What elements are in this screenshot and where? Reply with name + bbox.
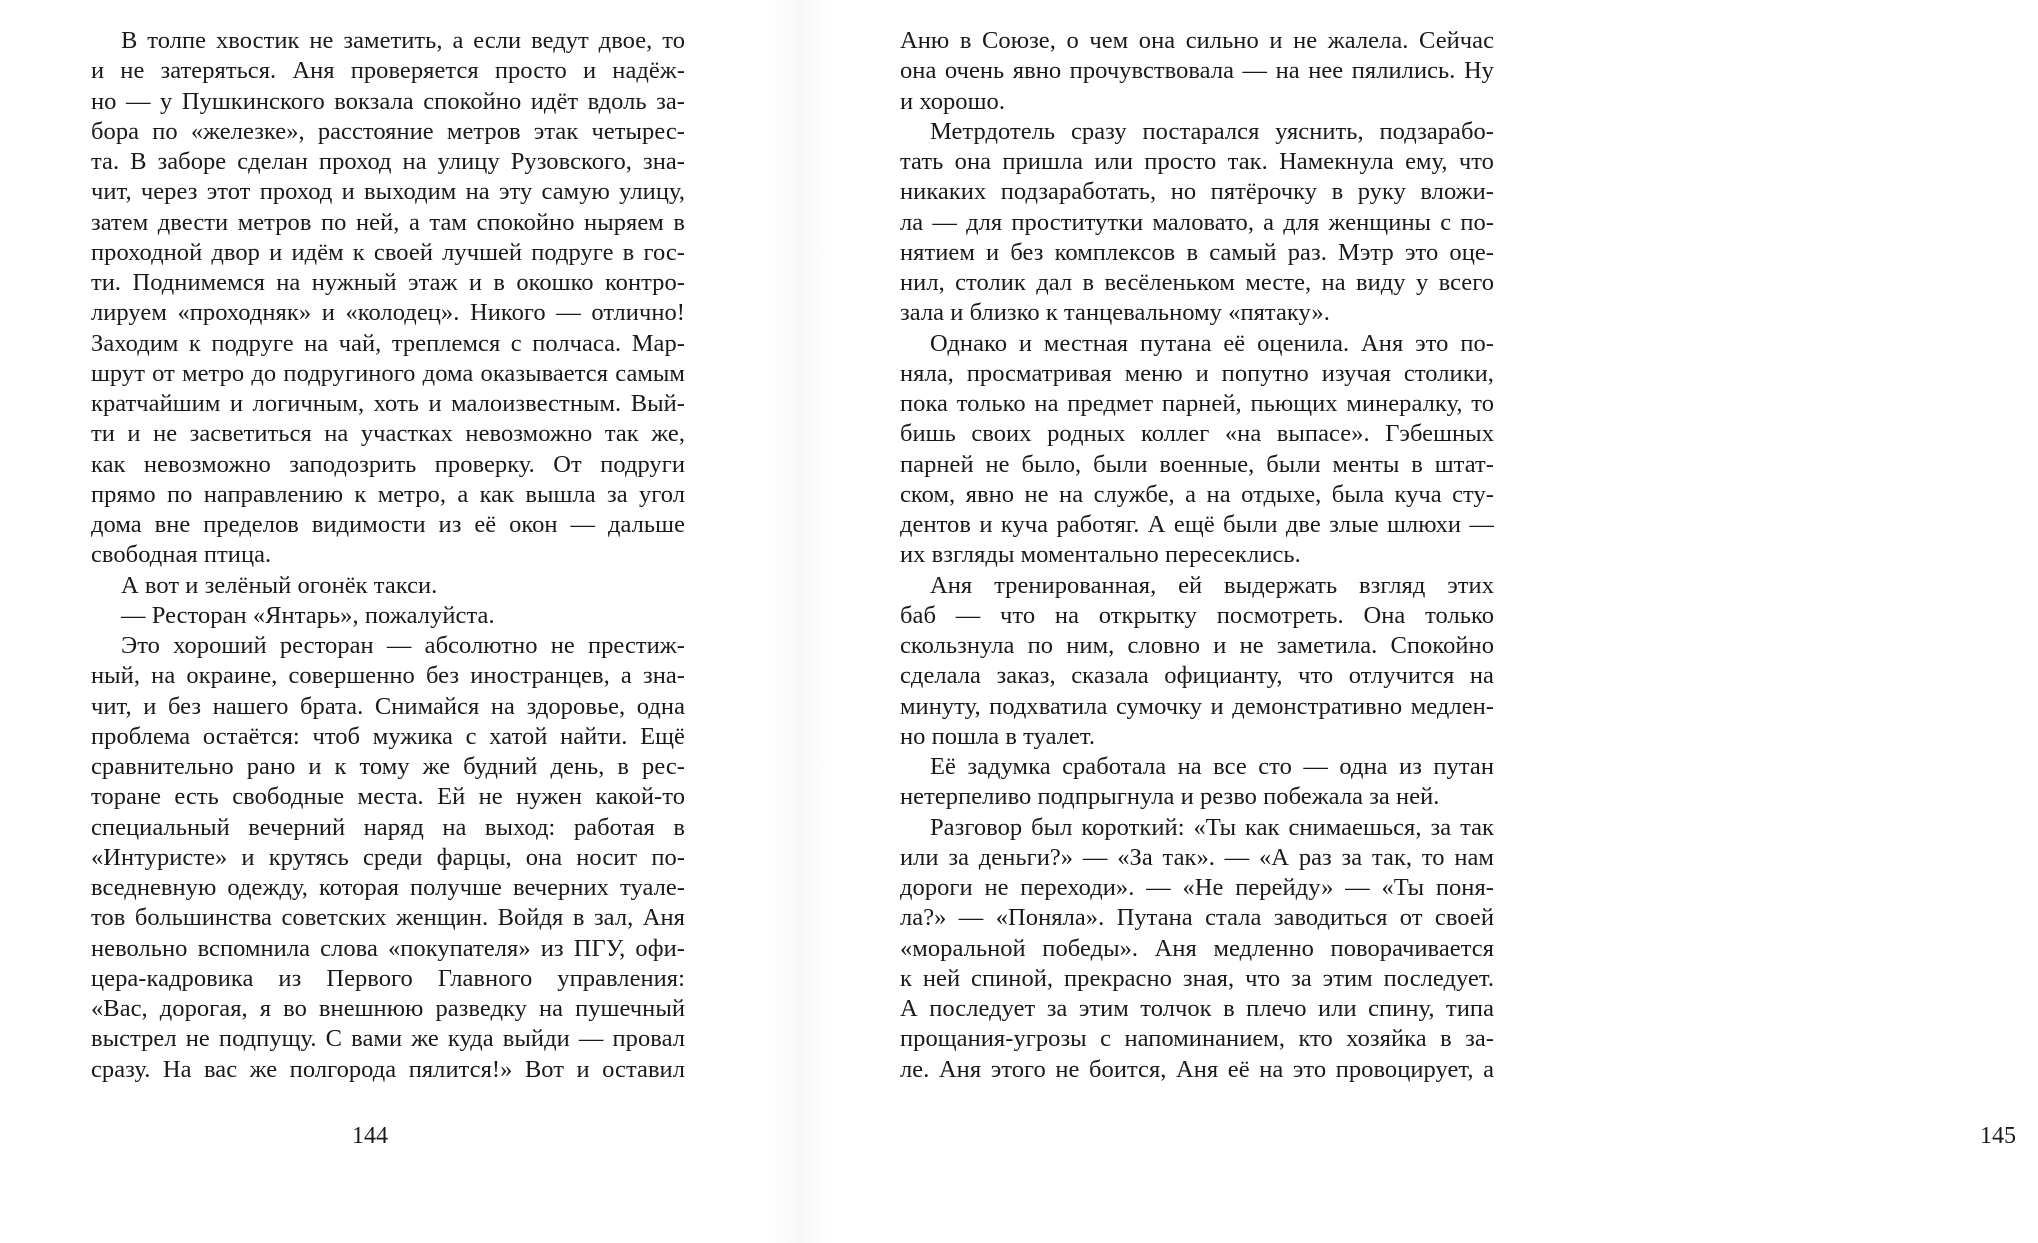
text-line: сразу. На вас же полгорода пялится!» Вот и оставил	[91, 1055, 685, 1083]
text-line: А вот и зелёный огонёк такси.	[121, 571, 438, 599]
text-line: баб — что на открытку посмотреть. Она только	[900, 601, 1494, 629]
text-line: бишь своих родных коллег «на выпасе». Гэбешных	[900, 420, 1494, 448]
text-line: кратчайшим и логичным, хоть и малоизвестным. Вый-	[91, 390, 685, 417]
text-line: сравнительно рано и к тому же будний день, в рес-	[91, 753, 685, 780]
text-line: ти. Поднимемся на нужный этаж и в окошко контро-	[91, 269, 685, 296]
text-line: свободная птица.	[91, 541, 272, 569]
text-line: но пошла в туалет.	[900, 722, 1096, 750]
right-page-text	[900, 26, 1494, 1085]
text-line: торане есть свободные места. Ей не нужен какой-то	[91, 783, 685, 811]
text-line: или за деньги?» — «За так». — «А раз за так, то нам	[900, 843, 1494, 871]
text-line: тать она пришла или просто так. Намекнула ему, что	[900, 148, 1494, 175]
text-line: нил, столик дал в весёленьком месте, на виду у всего	[900, 269, 1494, 296]
text-line: пока только на предмет парней, пьющих минералку, то	[900, 390, 1494, 417]
text-line: невольно вспомнила слова «покупателя» из ПГУ, офи-	[91, 934, 685, 962]
text-line: парней не было, были военные, были менты в штат-	[900, 450, 1494, 478]
text-line: минуту, подхватила сумочку и демонстративно медлен-	[900, 692, 1494, 720]
text-line: В толпе хвостик не заметить, а если ведут двое, то	[121, 27, 685, 54]
text-line: чит, через этот проход и выходим на эту самую улицу,	[91, 178, 685, 206]
left-page	[0, 0, 800, 1243]
text-line: Это хороший ресторан — абсолютно не престиж-	[121, 632, 685, 659]
text-line: ла?» — «Поняла». Путана стала заводиться от своей	[900, 904, 1494, 932]
text-line: затем двести метров по ней, а там спокойно ныряем в	[91, 208, 685, 236]
text-line: Метрдотель сразу постарался уяснить, подзарабо-	[930, 117, 1494, 145]
text-line: скользнула по ним, словно и не заметила. Спокойно	[900, 632, 1494, 659]
text-line: ный, на окраине, совершенно без иностранцев, а зна-	[91, 662, 685, 690]
text-line: — Ресторан «Янтарь», пожалуйста.	[121, 601, 495, 629]
text-line: к ней спиной, прекрасно зная, что за этим последует.	[900, 964, 1494, 992]
text-line: прощания-угрозы с напоминанием, кто хозяйка в за-	[900, 1025, 1494, 1053]
text-line: ле. Аня этого не боится, Аня её на это провоцирует, а	[900, 1055, 1494, 1083]
left-page-number: 144	[352, 1123, 388, 1149]
text-line: тов большинства советских женщин. Войдя в зал, Аня	[91, 904, 685, 932]
text-line: дороги не переходи». — «Не перейду» — «Ты поня-	[900, 874, 1494, 901]
text-line: ла — для проститутки маловато, а для женщины с по-	[900, 208, 1494, 236]
text-line: но — у Пушкинского вокзала спокойно идёт вдоль за-	[91, 87, 685, 115]
text-line: ти и не засветиться на участках невозможно так же,	[91, 420, 685, 448]
left-page-text	[91, 26, 685, 1085]
text-line: она очень явно прочувствовала — на нее пялились. Ну	[900, 57, 1494, 85]
text-line: дома вне пределов видимости из её окон — дальше	[91, 511, 685, 538]
text-line: выстрел не подпущу. С вами же куда выйди — провал	[91, 1025, 685, 1053]
text-line: зала и близко к танцевальному «пятаку».	[900, 299, 1330, 327]
text-line: проходной двор и идём к своей лучшей подруге в гос-	[91, 238, 685, 266]
text-line: цера-кадровика из Первого Главного управления:	[91, 964, 685, 992]
text-line: лируем «проходняк» и «колодец». Никого — отлично!	[91, 299, 685, 327]
text-line: А последует за этим толчок в плечо или спину, типа	[900, 995, 1494, 1022]
text-line: как невозможно заподозрить проверку. От подруги	[91, 450, 685, 478]
text-line: та. В заборе сделан проход на улицу Рузовского, зна-	[91, 148, 685, 175]
text-line: и хорошо.	[900, 87, 1005, 115]
right-page-number: 145	[1980, 1123, 2016, 1149]
text-line: вседневную одежду, которая получше вечерних туале-	[91, 874, 685, 901]
text-line: их взгляды моментально пересеклись.	[900, 541, 1301, 569]
text-line: прямо по направлению к метро, а как вышла за угол	[91, 480, 685, 508]
text-line: Аню в Союзе, о чем она сильно и не жалела. Сейчас	[900, 27, 1494, 54]
text-line: Разговор был короткий: «Ты как снимаешься, за так	[930, 813, 1494, 841]
text-line: нятием и без комплексов в самый раз. Мэтр это оце-	[900, 238, 1494, 266]
text-line: проблема остаётся: чтоб мужика с хатой найти. Ещё	[91, 722, 685, 750]
text-line: «Интуристе» и крутясь среди фарцы, она носит по-	[91, 843, 685, 871]
text-line: ском, явно не на службе, а на отдыхе, была куча сту-	[900, 480, 1494, 508]
text-line: специальный вечерний наряд на выход: работая в	[91, 813, 685, 841]
text-line: сделала заказ, сказала официанту, что отлучится на	[900, 662, 1494, 690]
text-line: няла, просматривая меню и попутно изучая столики,	[900, 359, 1494, 387]
text-line: чит, и без нашего брата. Снимайся на здоровье, одна	[91, 692, 685, 720]
text-line: Однако и местная путана её оценила. Аня это по-	[930, 329, 1494, 357]
text-line: Заходим к подруге на чай, треплемся с полчаса. Мар-	[91, 329, 685, 357]
text-line: бора по «железке», расстояние метров этак четырес-	[91, 117, 685, 145]
text-line: нетерпеливо подпрыгнула и резво побежала за ней.	[900, 783, 1440, 811]
text-line: «моральной победы». Аня медленно поворачивается	[900, 934, 1494, 962]
text-line: Аня тренированная, ей выдержать взгляд этих	[930, 571, 1494, 599]
text-line: никаких подзаработать, но пятёрочку в руку вложи-	[900, 178, 1494, 206]
text-line: Её задумка сработала на все сто — одна из путан	[930, 753, 1494, 780]
text-line: шрут от метро до подругиного дома оказывается самым	[91, 359, 685, 387]
text-line: и не затеряться. Аня проверяется просто и надёж-	[91, 57, 685, 85]
text-line: дентов и куча работяг. А ещё были две злые шлюхи —	[900, 511, 1494, 538]
text-line: «Вас, дорогая, я во внешнюю разведку на пушечный	[91, 995, 685, 1022]
